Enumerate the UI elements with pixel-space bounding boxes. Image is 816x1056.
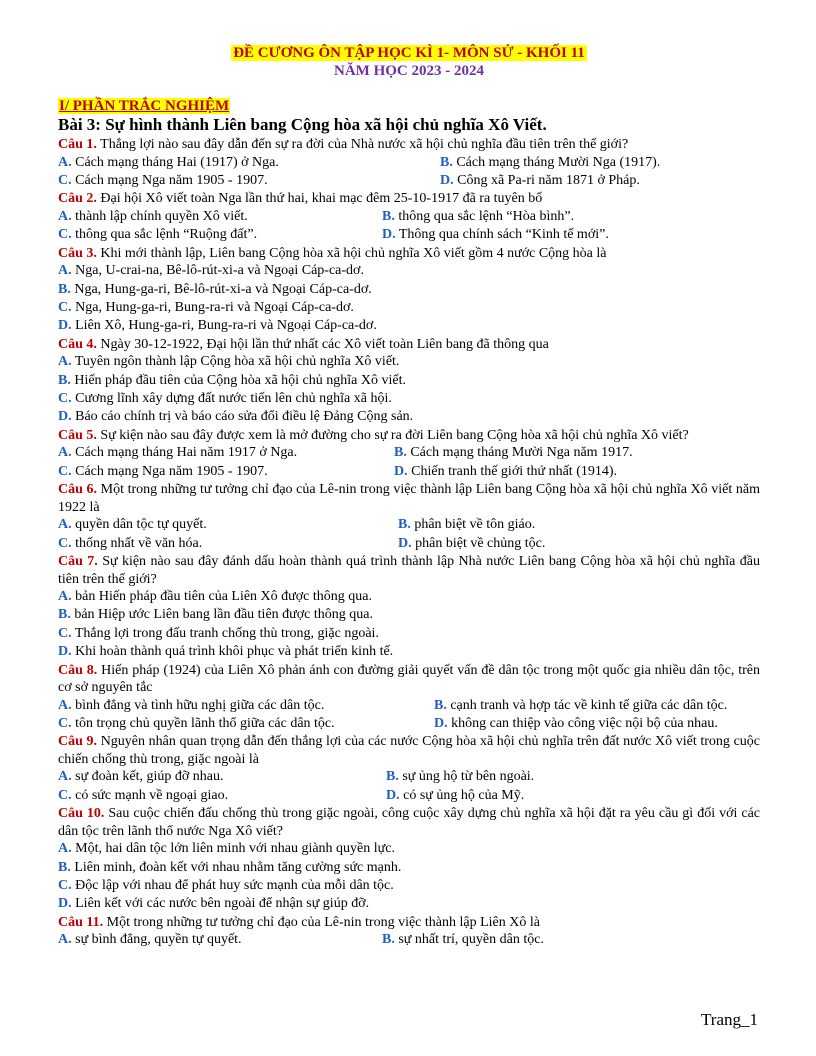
option[interactable]: A. Cách mạng tháng Hai (1917) ở Nga.	[58, 154, 279, 170]
option[interactable]: C. Thắng lợi trong đấu tranh chống thù trong, giặc ngoài.	[58, 625, 379, 641]
page-number: Trang_1	[701, 1010, 758, 1029]
question-number: Câu 5.	[58, 427, 97, 443]
question-stem: Câu 11. Một trong những tư tưởng chỉ đạo của Lê-nin trong việc thành lập Liên Xô là	[58, 914, 540, 930]
option[interactable]: A. Một, hai dân tộc lớn liên minh với nhau giành quyền lực.	[58, 841, 395, 857]
document-title: ĐỀ CƯƠNG ÔN TẬP HỌC KÌ 1- MÔN SỬ - KHỐI 11	[233, 45, 585, 61]
question-stem: Câu 2. Đại hội Xô viết toàn Nga lần thứ hai, khai mạc đêm 25-10-1917 đã ra tuyên bố	[58, 191, 543, 207]
option[interactable]: A. bản Hiến pháp đầu tiên của Liên Xô được thông qua.	[58, 589, 372, 604]
question-number: Câu 11.	[58, 914, 104, 930]
option[interactable]: C. tôn trọng chủ quyền lãnh thổ giữa các dân tộc.	[58, 716, 335, 732]
option[interactable]: B. thông qua sắc lệnh “Hòa bình”.	[382, 208, 575, 224]
option[interactable]: A. thành lập chính quyền Xô viết.	[58, 208, 248, 224]
question	[58, 336, 760, 427]
question-stem: Câu 6. Một trong những tư tưởng chỉ đạo của Lê-nin trong việc thành lập Liên bang Cộng hòa xã hội chủ nghĩa Xô viết năm 1922 là	[58, 482, 760, 515]
option[interactable]: B. Cách mạng tháng Mười Nga (1917).	[440, 154, 661, 170]
question-stem: Câu 3. Khi mới thành lập, Liên bang Cộng hòa xã hội chủ nghĩa Xô viết gồm 4 nước Cộng hòa là	[58, 245, 607, 261]
question-stem: Câu 1. Thắng lợi nào sau đây dẫn đến sự ra đời của Nhà nước xã hội chủ nghĩa đầu tiên trên thế giới?	[58, 137, 629, 152]
option[interactable]: C. Cách mạng Nga năm 1905 - 1907.	[58, 172, 268, 188]
question-number: Câu 7.	[58, 554, 98, 569]
option[interactable]: A. sự bình đẳng, quyền tự quyết.	[58, 932, 242, 948]
section-title: I/ PHẦN TRẮC NGHIỆM	[59, 98, 230, 114]
option[interactable]: B. sự nhất trí, quyền dân tộc.	[382, 932, 544, 948]
option[interactable]: A. quyền dân tộc tự quyết.	[58, 517, 207, 533]
question	[58, 136, 760, 190]
option[interactable]: D. không can thiệp vào công việc nội bộ của nhau.	[434, 716, 718, 732]
lesson-title: Bài 3: Sự hình thành Liên bang Cộng hòa xã hội chủ nghĩa Xô Viết.	[58, 115, 547, 134]
question-number: Câu 10.	[58, 806, 105, 822]
option[interactable]: B. cạnh tranh và hợp tác về kinh tế giữa các dân tộc.	[434, 697, 728, 713]
option[interactable]: D. phân biệt về chủng tộc.	[398, 535, 546, 551]
option[interactable]: B. sự ủng hộ từ bên ngoài.	[386, 769, 535, 785]
question-number: Câu 1.	[58, 137, 97, 152]
question-number: Câu 9.	[58, 734, 98, 750]
option[interactable]: B. bản Hiệp ước Liên bang lần đầu tiên được thông qua.	[58, 607, 373, 623]
option[interactable]: C. Độc lập với nhau để phát huy sức mạnh của mỗi dân tộc.	[58, 878, 394, 894]
option[interactable]: B. Cách mạng tháng Mười Nga năm 1917.	[394, 445, 633, 461]
option[interactable]: D. Liên Xô, Hung-ga-ri, Bung-ra-ri và Ngoại Cáp-ca-dơ.	[58, 318, 377, 334]
option[interactable]: C. Cách mạng Nga năm 1905 - 1907.	[58, 463, 268, 479]
question-stem: Câu 5. Sự kiện nào sau đây được xem là mở đường cho sự ra đời Liên bang Cộng hòa xã hội chủ nghĩa Xô viết?	[58, 427, 689, 443]
option[interactable]: C. Nga, Hung-ga-ri, Bung-ra-ri và Ngoại Cáp-ca-dơ.	[58, 299, 354, 315]
option[interactable]: A. bình đẳng và tình hữu nghị giữa các dân tộc.	[58, 697, 325, 713]
option[interactable]: A. sự đoàn kết, giúp đỡ nhau.	[58, 769, 224, 785]
question	[58, 190, 760, 244]
option[interactable]: D. Khi hoàn thành quá trình khôi phục và phát triển kinh tế.	[58, 644, 394, 660]
option[interactable]: C. Cương lĩnh xây dựng đất nước tiến lên chủ nghĩa xã hội.	[58, 391, 392, 407]
question-stem: Câu 4. Ngày 30-12-1922, Đại hội lần thứ nhất các Xô viết toàn Liên bang đã thông qua	[58, 336, 549, 352]
option[interactable]: D. Chiến tranh thế giới thứ nhất (1914).	[394, 463, 618, 479]
option[interactable]: C. thông qua sắc lệnh “Ruộng đất”.	[58, 227, 258, 243]
question	[58, 662, 760, 734]
question	[58, 427, 760, 481]
question-number: Câu 3.	[58, 245, 97, 261]
question	[58, 481, 760, 553]
question-stem: Câu 9. Nguyên nhân quan trọng dẫn đến thắng lợi của các nước Cộng hòa xã hội chủ nghĩa trên đất nước Xô viết trong cuộc chiến chống thù trong, giặc ngoài là	[58, 734, 760, 767]
question-number: Câu 6.	[58, 482, 98, 498]
question	[58, 733, 760, 805]
option[interactable]: B. Liên minh, đoàn kết với nhau nhằm tăng cường sức mạnh.	[58, 859, 402, 875]
document-subtitle: NĂM HỌC 2023 - 2024	[334, 63, 484, 79]
option[interactable]: D. Công xã Pa-ri năm 1871 ở Pháp.	[440, 172, 640, 188]
option[interactable]: A. Nga, U-crai-na, Bê-lô-rút-xi-a và Ngoại Cáp-ca-dơ.	[58, 263, 364, 279]
question	[58, 805, 760, 914]
option[interactable]: D. Báo cáo chính trị và báo cáo sửa đổi điều lệ Đảng Cộng sản.	[58, 409, 414, 425]
question	[58, 914, 760, 950]
question-stem: Câu 10. Sau cuộc chiến đấu chống thù trong giặc ngoài, công cuộc xây dựng chủ nghĩa xã hội đặt ra yêu cầu gì đối với các dân tộc trên lãnh thổ nước Nga Xô viết?	[58, 806, 761, 839]
document-page	[58, 44, 760, 950]
option[interactable]: A. Cách mạng tháng Hai năm 1917 ở Nga.	[58, 445, 298, 461]
option[interactable]: B. Hiến pháp đầu tiên của Cộng hòa xã hội chủ nghĩa Xô viết.	[58, 372, 406, 388]
option[interactable]: A. Tuyên ngôn thành lập Cộng hòa xã hội chủ nghĩa Xô viết.	[58, 354, 400, 370]
option[interactable]: B. Nga, Hung-ga-ri, Bê-lô-rút-xi-a và Ngoại Cáp-ca-dơ.	[58, 281, 372, 297]
option[interactable]: C. có sức mạnh về ngoại giao.	[58, 787, 229, 803]
question-number: Câu 4.	[58, 336, 97, 352]
question-number: Câu 2.	[58, 191, 97, 207]
option[interactable]: D. Thông qua chính sách “Kinh tế mới”.	[382, 227, 609, 243]
option[interactable]: B. phân biệt về tôn giáo.	[398, 517, 536, 533]
question-stem: Câu 8. Hiến pháp (1924) của Liên Xô phản ánh con đường giải quyết vấn đề dân tộc trong một quốc gia nhiều dân tộc, trên cơ sở nguyên tắc	[58, 662, 760, 696]
option[interactable]: D. có sự ủng hộ của Mỹ.	[386, 787, 525, 803]
question-number: Câu 8.	[58, 662, 98, 678]
question-stem: Câu 7. Sự kiện nào sau đây đánh dấu hoàn thành quá trình thành lập Nhà nước Liên bang Cộng hòa xã hội chủ nghĩa đầu tiên trên thế giới?	[58, 554, 760, 587]
question	[58, 245, 760, 336]
option[interactable]: C. thống nhất về văn hóa.	[58, 535, 203, 551]
question	[58, 553, 760, 662]
option[interactable]: D. Liên kết với các nước bên ngoài để nhận sự giúp đỡ.	[58, 896, 370, 912]
